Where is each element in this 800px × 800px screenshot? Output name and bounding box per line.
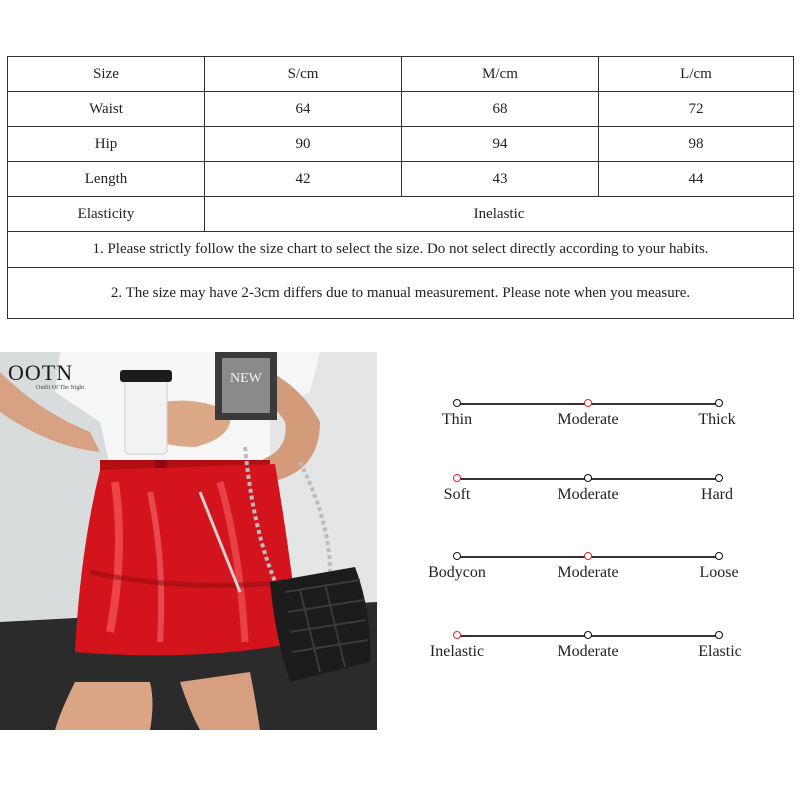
table-note-row	[8, 268, 794, 319]
table-header-cell: L/cm	[599, 57, 794, 92]
table-cell: 44	[599, 162, 794, 197]
product-photo-illustration	[0, 352, 377, 730]
scale-label-max: Loose	[699, 564, 739, 581]
scale-marker-selected	[453, 631, 461, 639]
table-cell: 68	[402, 92, 599, 127]
table-header-cell: M/cm	[402, 57, 599, 92]
scale-marker	[584, 631, 592, 639]
size-note-1: 1. Please strictly follow the size chart to select the size. Do not select directly according to your habits.	[8, 232, 794, 268]
softness-scale	[420, 474, 760, 514]
table-cell: 64	[205, 92, 402, 127]
table-row-label: Length	[8, 162, 205, 197]
scale-label-max: Thick	[698, 411, 736, 428]
scale-marker	[715, 399, 723, 407]
product-photo	[0, 352, 377, 730]
scale-label-max: Elastic	[698, 643, 742, 660]
scale-label-max: Hard	[701, 486, 733, 503]
scale-marker-selected	[453, 474, 461, 482]
scale-marker	[453, 552, 461, 560]
table-row-length	[8, 162, 794, 197]
scale-label-min: Inelastic	[429, 643, 485, 660]
size-note-2: 2. The size may have 2-3cm differs due to manual measurement. Please note when you measure.	[8, 268, 794, 319]
scale-marker	[715, 631, 723, 639]
table-row-label: Hip	[8, 127, 205, 162]
table-header-cell: S/cm	[205, 57, 402, 92]
scale-label-mid: Moderate	[557, 411, 619, 428]
table-cell: 43	[402, 162, 599, 197]
scale-marker-selected	[584, 399, 592, 407]
table-cell: 94	[402, 127, 599, 162]
scale-label-min: Thin	[441, 411, 473, 428]
table-note-row	[8, 232, 794, 268]
fit-scale	[420, 552, 760, 592]
size-chart-table	[7, 56, 794, 319]
scale-marker-selected	[584, 552, 592, 560]
scale-marker	[715, 552, 723, 560]
table-cell: 42	[205, 162, 402, 197]
table-cell: 98	[599, 127, 794, 162]
scale-marker	[453, 399, 461, 407]
table-header-cell: Size	[8, 57, 205, 92]
table-row-elasticity	[8, 197, 794, 232]
table-row-hip	[8, 127, 794, 162]
scale-label-mid: Moderate	[557, 564, 619, 581]
elasticity-scale	[420, 631, 760, 671]
brand-logo-tagline: Outfit Of The Night	[36, 385, 85, 391]
svg-text:NEW: NEW	[230, 371, 262, 386]
table-row-label: Waist	[8, 92, 205, 127]
table-cell: 72	[599, 92, 794, 127]
brand-logo: OOTN	[8, 360, 74, 385]
elasticity-value: Inelastic	[205, 197, 794, 232]
table-cell: 90	[205, 127, 402, 162]
thickness-scale	[420, 399, 760, 439]
scale-marker	[715, 474, 723, 482]
table-row-label: Elasticity	[8, 197, 205, 232]
table-header-row	[8, 57, 794, 92]
scale-label-min: Soft	[443, 486, 471, 503]
scale-label-min: Bodycon	[428, 564, 486, 581]
table-row-waist	[8, 92, 794, 127]
scale-label-mid: Moderate	[557, 486, 619, 503]
scale-label-mid: Moderate	[557, 643, 619, 660]
scale-marker	[584, 474, 592, 482]
